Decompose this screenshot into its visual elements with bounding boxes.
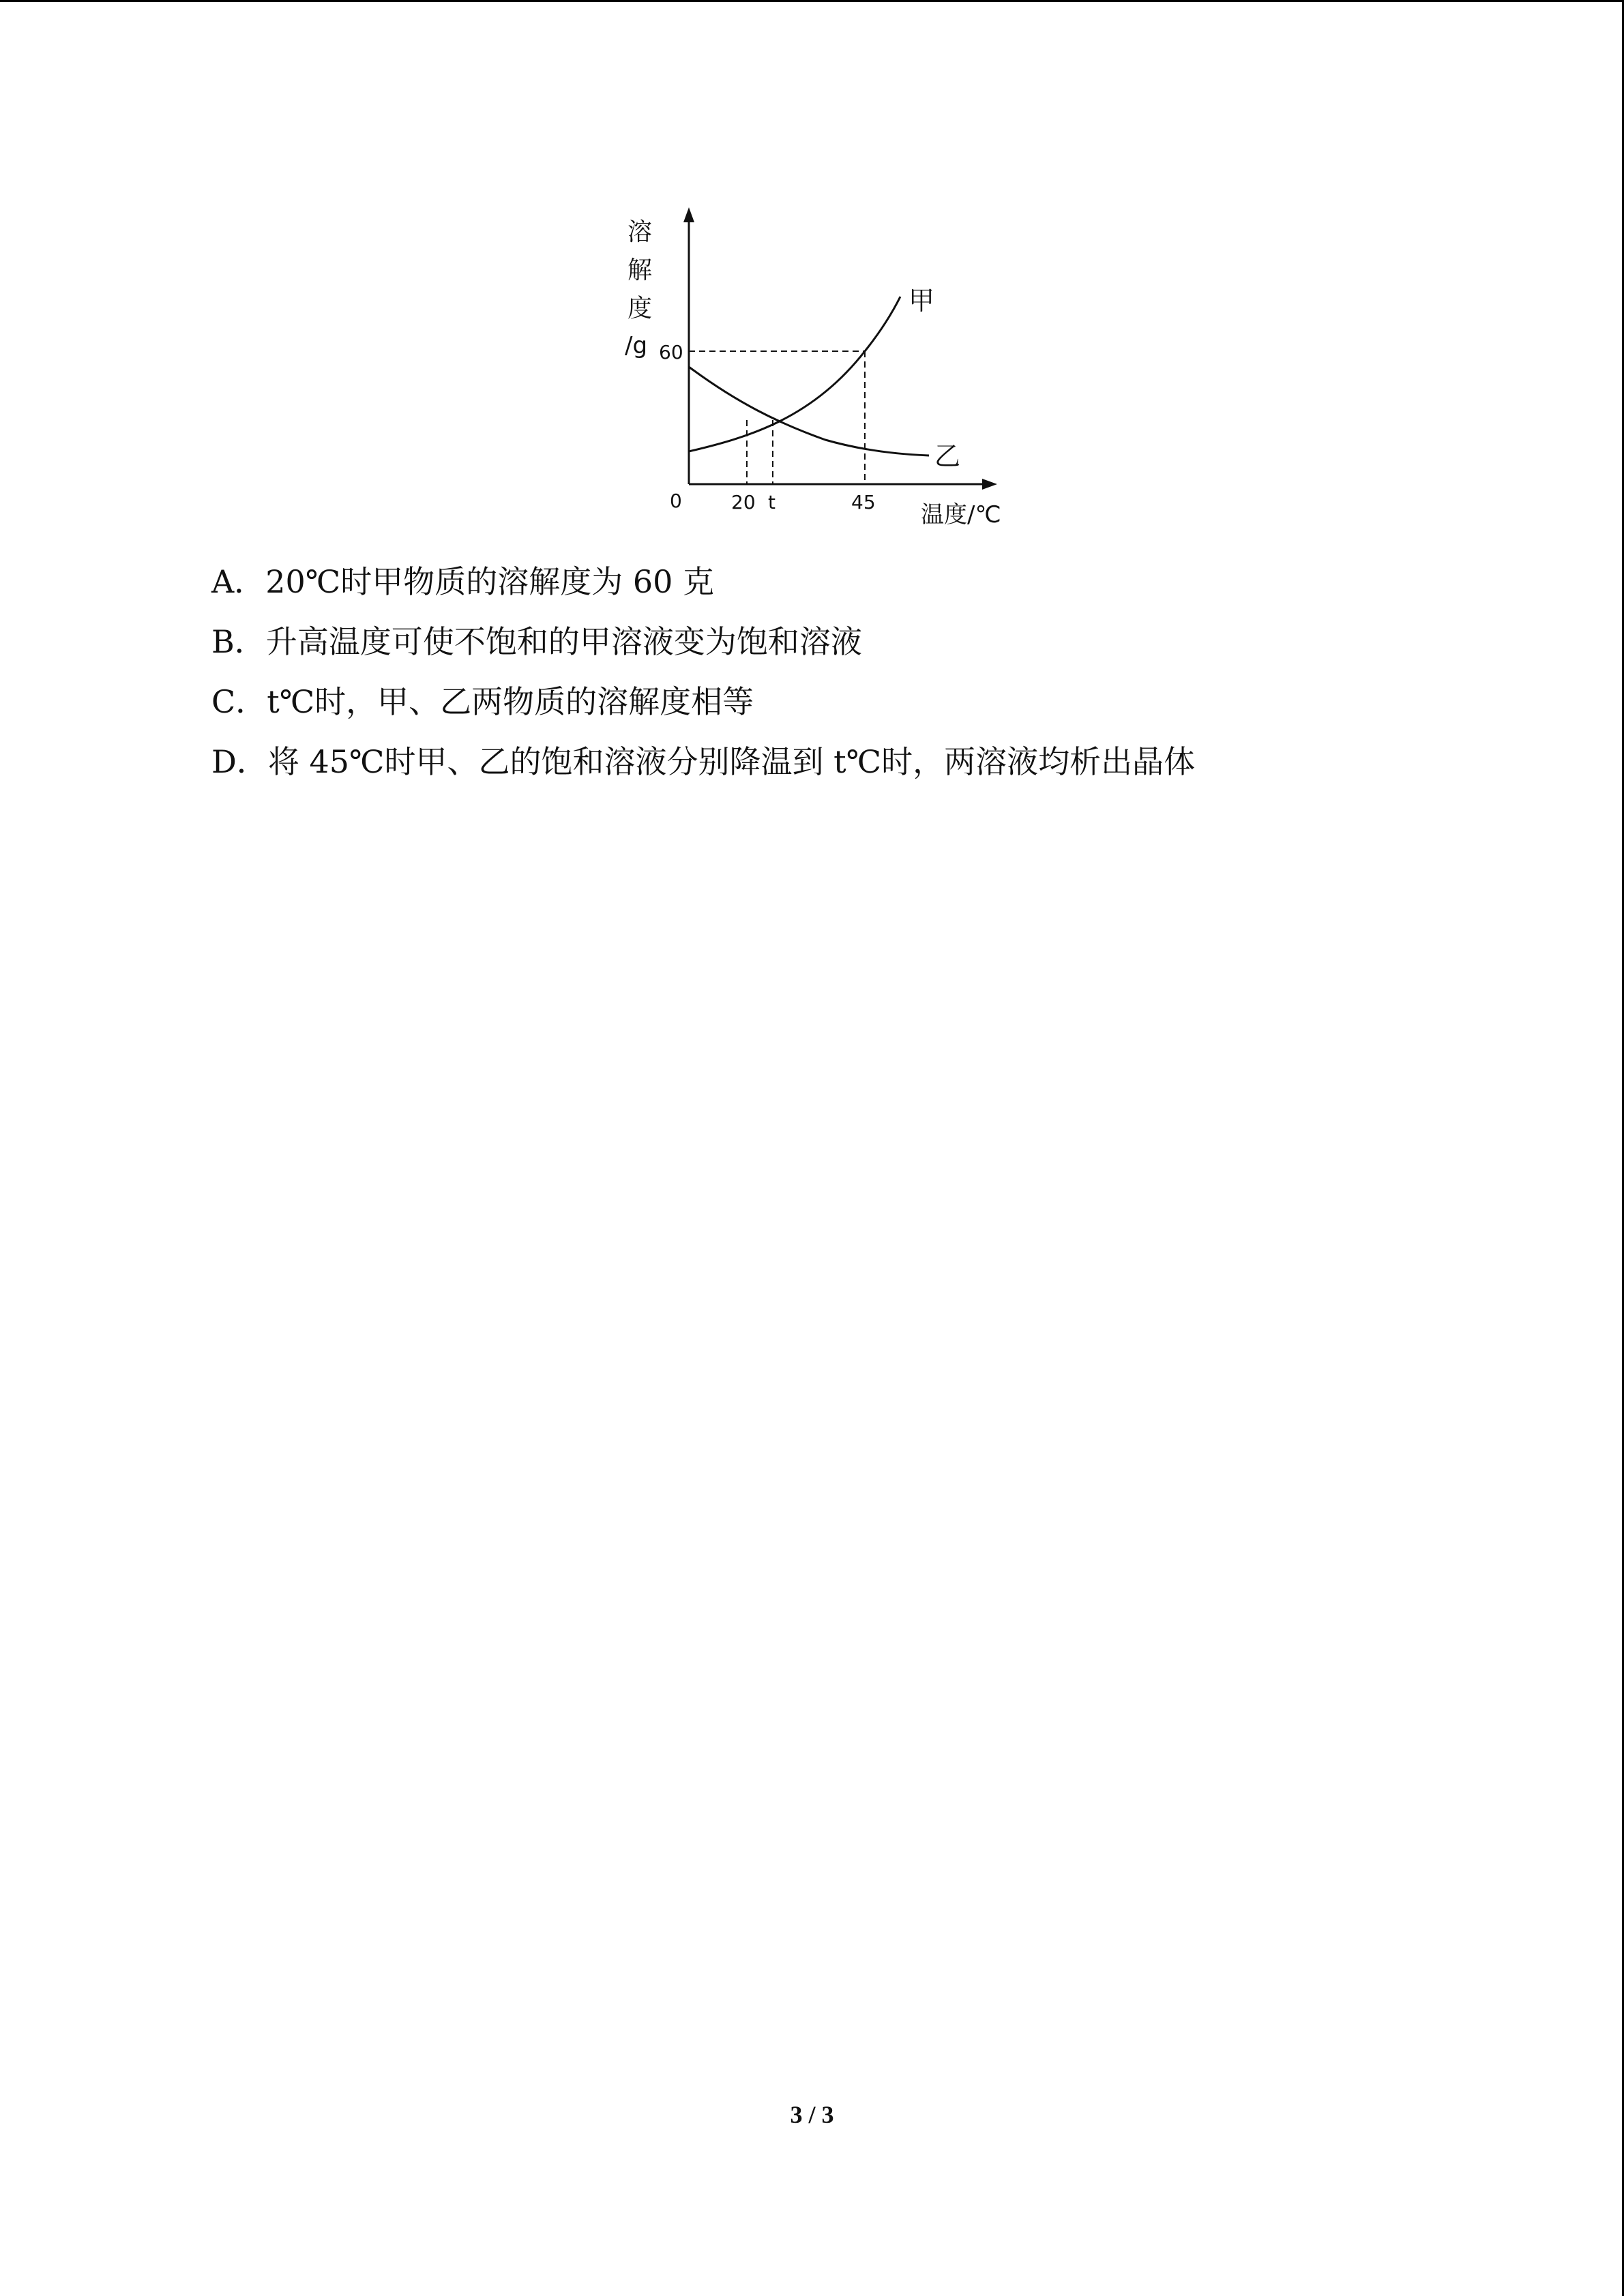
option-d: [211, 738, 1507, 798]
option-a: [211, 558, 1507, 618]
page-number: 3 / 3: [790, 2101, 834, 2128]
xlabel: 温度/℃: [921, 501, 1001, 528]
curve-label-jia: 甲: [909, 286, 935, 316]
option-letter: A．: [211, 563, 266, 600]
option-letter: D．: [211, 743, 268, 780]
origin-label: 0: [670, 490, 682, 512]
option-letter: C．: [211, 683, 267, 720]
option-text: 20℃时甲物质的溶解度为 60 克: [265, 563, 715, 600]
curve-label-yi: 乙: [934, 441, 961, 471]
page-border-top: [0, 0, 1624, 2]
option-b: [211, 618, 1507, 678]
ylabel-char: 溶: [628, 218, 653, 246]
ylabel-char: 解: [628, 256, 653, 284]
x-tick-t: t: [768, 491, 776, 513]
x-axis-arrow: [982, 479, 997, 490]
option-text: t℃时，甲、乙两物质的溶解度相等: [267, 683, 754, 720]
option-c: [211, 678, 1507, 738]
x-tick-20: 20: [731, 491, 756, 513]
option-text: 升高温度可使不饱和的甲溶液变为饱和溶液: [265, 623, 862, 660]
option-text: 将 45℃时甲、乙的饱和溶液分别降温到 t℃时，两溶液均析出晶体: [267, 743, 1196, 780]
answer-options: [211, 558, 1507, 798]
y-tick-60: 60: [659, 341, 683, 363]
solubility-chart: [600, 198, 1023, 539]
x-tick-45: 45: [851, 491, 876, 513]
ylabel-char: 度: [628, 295, 653, 323]
option-letter: B．: [211, 623, 266, 660]
y-axis-arrow: [683, 207, 694, 222]
ylabel-char: /g: [625, 332, 648, 359]
